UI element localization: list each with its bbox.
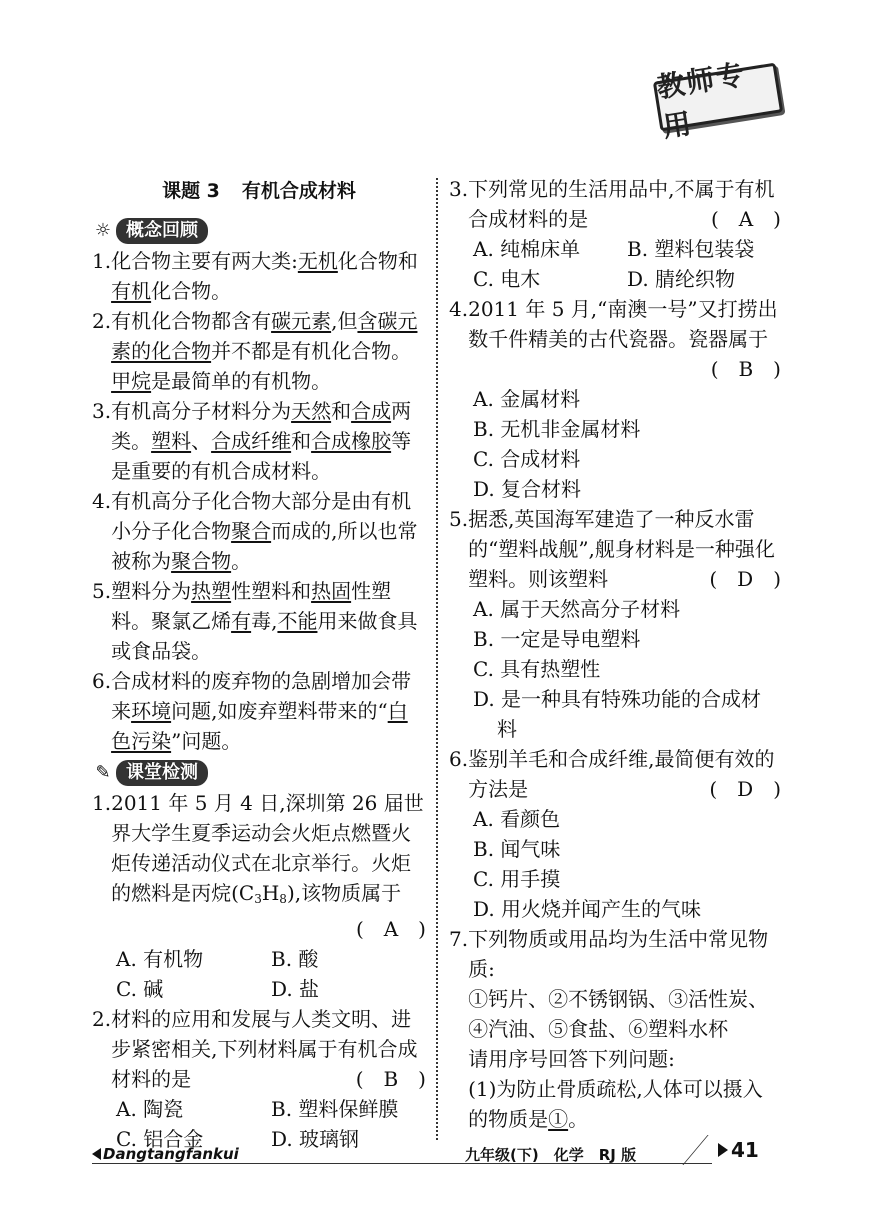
option: A. 陶瓷 xyxy=(116,1097,184,1121)
answer-mark: ( B ) xyxy=(355,1067,426,1091)
review-item-6: 6. 合成材料的废弃物的急剧增加会带来环境问题,如废弃塑料带来的“白色污染”问题。 xyxy=(92,669,412,753)
option: B. 无机非金属材料 xyxy=(473,417,641,441)
option: D. 盐 xyxy=(271,977,320,1001)
section-review-header: ☼ 概念回顾 xyxy=(92,218,208,244)
left-column xyxy=(92,174,426,1154)
question-6: 6. 鉴别羊毛和合成纤维,最简便有效的方法是 ( D ) A. 看颜色 B. 闻气味 C. 用手摸 D. 用火烧并闻产生的气味 xyxy=(449,744,781,924)
option: A. 属于天然高分子材料 xyxy=(473,597,681,621)
review-item-2: 2. 有机化合物都含有碳元素,但含碳元素的化合物并不都是有机化合物。甲烷是最简单的有机物。 xyxy=(92,309,418,393)
option: D. 腈纶织物 xyxy=(627,267,736,291)
question-1: 1. 2011 年 5 月 4 日,深圳第 26 届世界大学生夏季运动会火炬点燃暨火炬传递活动仪式在北京举行。火炬的燃料是丙烷$(C_3H_8)$,该物质属于 ( A ) A. 有机物 B. 酸 C. 碱 D. 盐 xyxy=(92,788,426,1004)
option: C. 电木 xyxy=(473,267,541,291)
q7-prompt: 请用序号回答下列问题: xyxy=(468,1047,675,1071)
review-list xyxy=(92,246,426,756)
option: B. 闻气味 xyxy=(473,837,561,861)
footer-grade: 九年级(下) 化学 RJ 版 xyxy=(465,1146,637,1164)
answer-mark: ( A ) xyxy=(355,917,426,941)
option: A. 纯棉床单 xyxy=(473,237,581,261)
review-item-1: 1. 化合物主要有两大类:无机化合物和有机化合物。 xyxy=(92,249,418,303)
pencil-icon: ✎ xyxy=(95,762,111,783)
option: B. 塑料保鲜膜 xyxy=(271,1097,399,1121)
q7-items: ①钙片、②不锈钢锅、③活性炭、④汽油、⑤食盐、⑥塑料水杯 xyxy=(468,987,769,1041)
review-item-5: 5. 塑料分为热塑性塑料和热固性塑料。聚氯乙烯有毒,不能用来做食具或食品袋。 xyxy=(92,579,418,663)
lesson-title: 课题 3 有机合成材料 xyxy=(162,180,356,202)
review-item-4: 4. 有机高分子化合物大部分是由有机小分子化合物聚合而成的,所以也常被称为聚合物。 xyxy=(92,489,418,573)
footer-brand: Dangtangfankui xyxy=(92,1145,239,1163)
option: C. 合成材料 xyxy=(473,447,581,471)
option: A. 有机物 xyxy=(116,947,204,971)
question-4: 4. 2011 年 5 月,“南澳一号”又打捞出数千件精美的古代瓷器。瓷器属于 ( B ) A. 金属材料 B. 无机非金属材料 C. 合成材料 D. 复合材料 xyxy=(449,294,781,504)
teacher-stamp: 教师专用 xyxy=(653,63,783,132)
answer-mark: ( A ) xyxy=(710,207,781,231)
option: A. 金属材料 xyxy=(473,387,581,411)
question-5: 5. 据悉,英国海军建造了一种反水雷的“塑料战舰”,舰身材料是一种强化塑料。则该塑料 ( D ) A. 属于天然高分子材料 B. 一定是导电塑料 C. 具有热塑性 D. 是一种具有特殊功能的合成材料 xyxy=(449,504,781,744)
lightbulb-icon: ☼ xyxy=(94,220,112,241)
section-check-header: ✎ 课堂检测 xyxy=(92,760,208,786)
option: B. 一定是导电塑料 xyxy=(473,627,641,651)
option: D. 玻璃钢 xyxy=(271,1127,360,1151)
question-7: 7. 下列物质或用品均为生活中常见物质: ①钙片、②不锈钢锅、③活性炭、④汽油、⑤食盐、⑥塑料水杯 请用序号回答下列问题: (1)为防止骨质疏松,人体可以摄入的物质是①。 xyxy=(449,924,781,1134)
page-number: 41 xyxy=(718,1138,759,1162)
option: B. 酸 xyxy=(271,947,319,971)
check-list-left xyxy=(92,788,426,1154)
option: D. 用火烧并闻产生的气味 xyxy=(473,897,702,921)
option: C. 具有热塑性 xyxy=(473,657,601,681)
option: D. 复合材料 xyxy=(473,477,582,501)
answer-mark: ( B ) xyxy=(710,357,781,381)
option: D. 是一种具有特殊功能的合成材料 xyxy=(473,687,762,741)
answer-mark: ( D ) xyxy=(709,567,781,591)
option: C. 碱 xyxy=(116,977,164,1001)
answer-mark: ( D ) xyxy=(709,777,781,801)
question-3: 3. 下列常见的生活用品中,不属于有机合成材料的是 ( A ) A. 纯棉床单 B. 塑料包装袋 C. 电木 D. 腈纶织物 xyxy=(449,174,781,294)
column-divider xyxy=(436,178,438,1140)
review-item-3: 3. 有机高分子材料分为天然和合成两类。塑料、合成纤维和合成橡胶等是重要的有机合成材料。 xyxy=(92,399,412,483)
option: B. 塑料包装袋 xyxy=(627,237,755,261)
right-column xyxy=(449,174,781,1134)
option: C. 用手摸 xyxy=(473,867,561,891)
q7-sub1: (1)为防止骨质疏松,人体可以摄入的物质是①。 xyxy=(468,1077,763,1131)
option: C. 铝合金 xyxy=(116,1127,204,1151)
question-2: 2. 材料的应用和发展与人类文明、进步紧密相关,下列材料属于有机合成材料的是 ( B ) A. 陶瓷 B. 塑料保鲜膜 C. 铝合金 D. 玻璃钢 xyxy=(92,1004,426,1154)
option: A. 看颜色 xyxy=(473,807,561,831)
q7-text: 下列物质或用品均为生活中常见物质: xyxy=(468,927,769,981)
check-list-right xyxy=(449,174,781,924)
